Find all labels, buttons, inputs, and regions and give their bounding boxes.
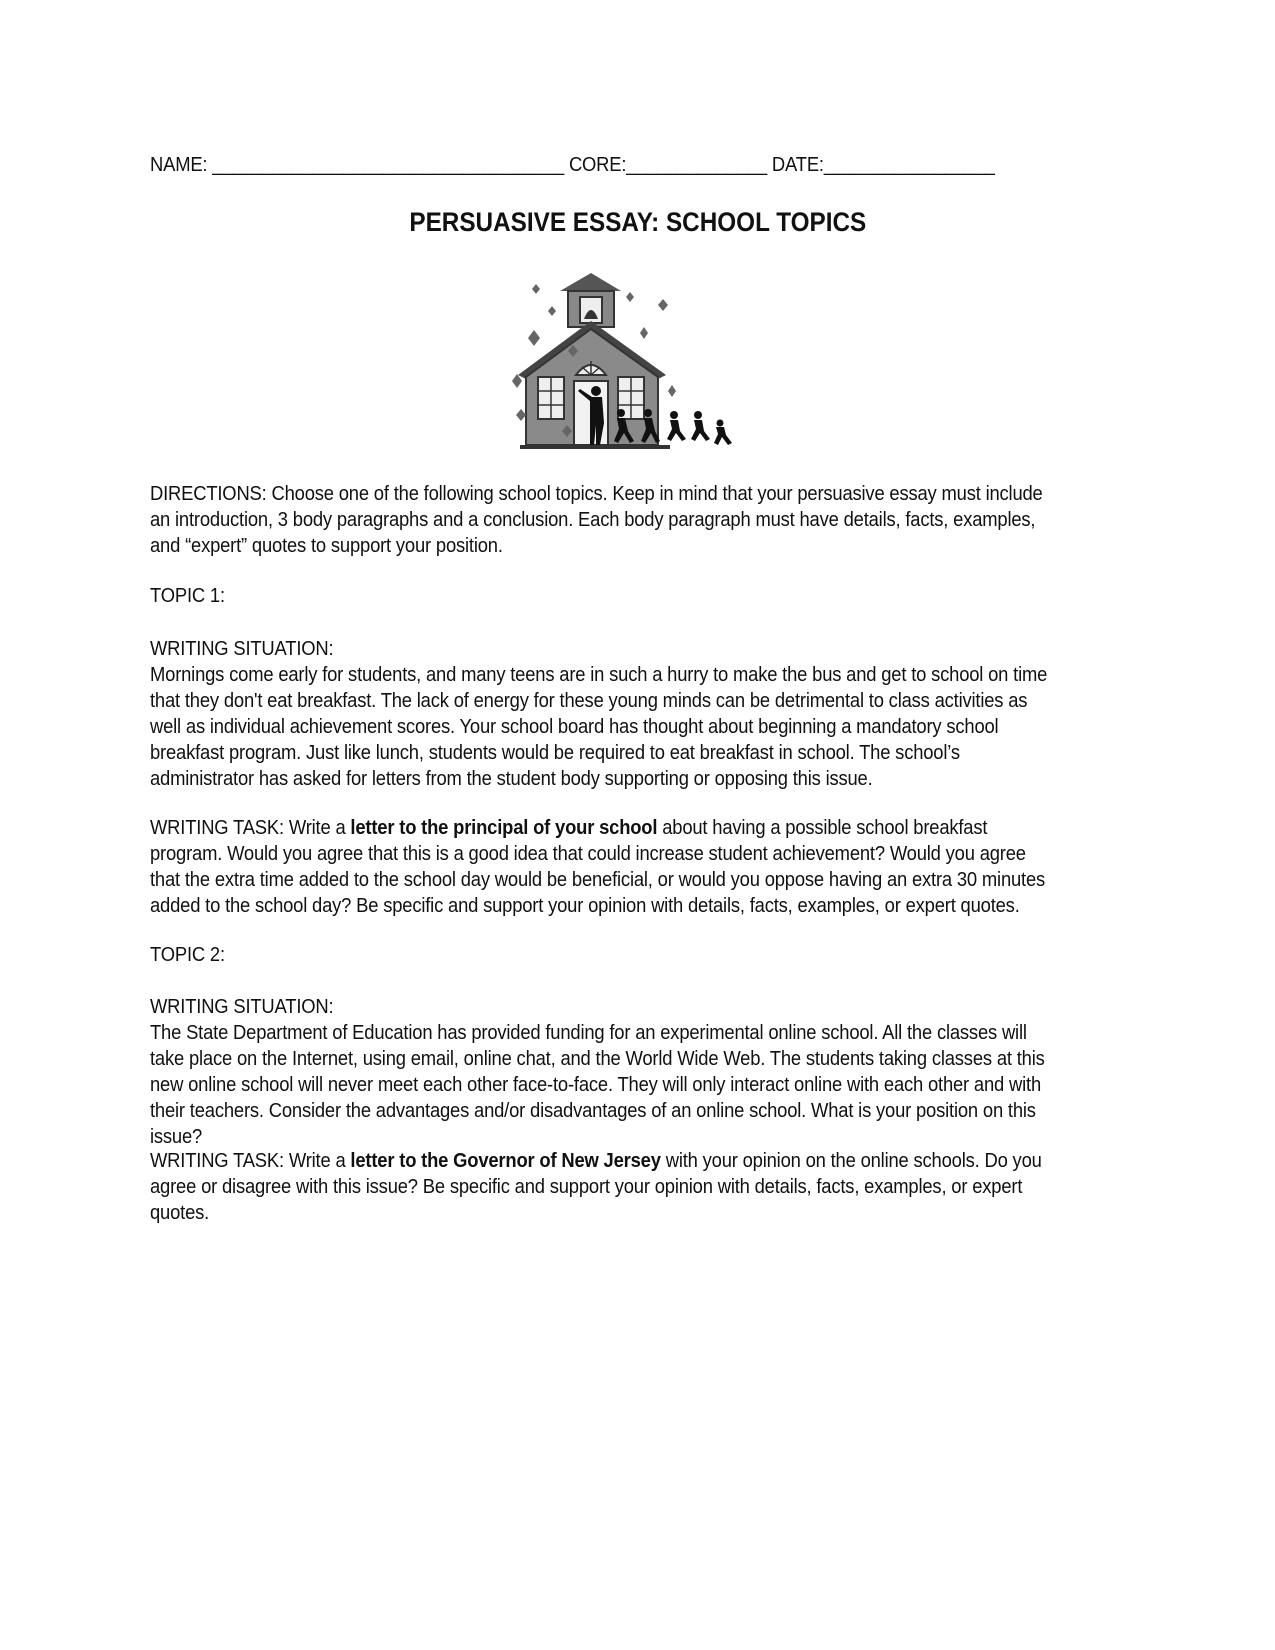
date-blank: _________________ (823, 154, 995, 176)
topic2-task-bold: letter to the Governor of New Jersey (350, 1150, 661, 1172)
directions: DIRECTIONS: Choose one of the following school topics. Keep in mind that your persuasive essay must include an introduction, 3 body paragraphs and a conclusion. Each body paragraph must have details, facts, examples, and “expert” quotes to support your position. (150, 483, 1043, 557)
topic2-task-suffix: with your opinion on the online schools. Do you agree or disagree with this issue? Be specific and support your opinion with details, facts, examples, or expert quotes. (150, 1150, 1042, 1224)
topic2-situation-text: The State Department of Education has provided funding for an experimental online school. All the classes will take place on the Internet, using email, online chat, and the World Wide Web. The students taking classes at this new online school will never meet each other face-to-face. They will only interact online with each other and with their teachers. Consider the advantages and/or disadvantages of an online school. What is your position on this issue? (150, 1022, 1045, 1148)
header-fields (150, 152, 1052, 178)
topic1-writing-task (150, 815, 1052, 919)
page-title: PERSUASIVE ESSAY: SCHOOL TOPICS (409, 207, 866, 237)
topic1-situation-text: Mornings come early for students, and many teens are in such a hurry to make the bus and get to school on time that they don't eat breakfast. The lack of energy for these young minds can be detrimental to class activities as well as individual achievement scores. Your school board has thought about beginning a mandatory school breakfast program. Just like lunch, students would be required to eat breakfast in school. The school’s administrator has asked for letters from the student body supporting or opposing this issue. (150, 664, 1048, 790)
date-label: DATE: (771, 154, 824, 176)
topic2-writing-task (150, 1148, 1052, 1226)
name-label: NAME: (150, 154, 208, 176)
core-blank: ______________ (626, 154, 768, 176)
topic1-heading: TOPIC 1: (150, 585, 225, 607)
topic1-situation-label: WRITING SITUATION: (150, 638, 334, 660)
topic1-task-suffix: about having a possible school breakfast program. Would you agree that this is a good idea that could increase student achievement? Would you agree that the extra time added to the school day would be beneficial, or would you oppose having an extra 30 minutes added to the school day? Be specific and support your opinion with details, facts, examples, or expert quotes. (150, 817, 1046, 917)
topic1-task-bold: letter to the principal of your school (350, 817, 658, 839)
core-label: CORE: (568, 154, 627, 176)
name-blank: ___________________________________ (212, 154, 565, 176)
topic1-task-prefix: WRITING TASK: Write a (150, 817, 351, 839)
schoolhouse-icon (508, 263, 753, 475)
topic2-task-prefix: WRITING TASK: Write a (150, 1150, 351, 1172)
topic2-heading: TOPIC 2: (150, 944, 225, 966)
topic2-situation-label: WRITING SITUATION: (150, 996, 334, 1018)
